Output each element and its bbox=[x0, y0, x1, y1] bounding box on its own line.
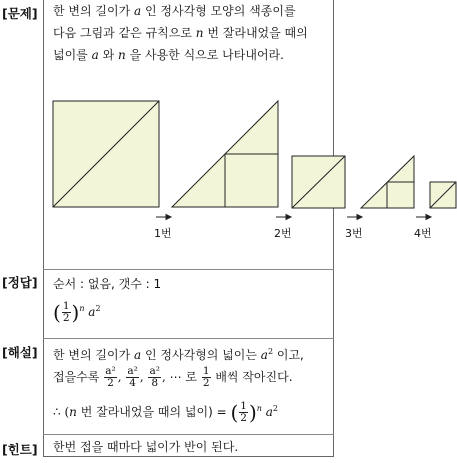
step-label-1: 1번 bbox=[154, 227, 172, 240]
answer-label: [정답] bbox=[2, 275, 38, 290]
hint-label: [힌트] bbox=[2, 442, 38, 457]
arrow-2-icon bbox=[286, 215, 291, 220]
divider-explanation bbox=[43, 338, 334, 339]
explanation-line-3: ∴ (n 번 잘라내었을 때의 넓이) = ( $\frac{1}{2}$ )$^n$ $a^2$ bbox=[53, 400, 278, 425]
answer-formula: ( $\frac{1}{2}$ )$^n$ $a^2$ bbox=[53, 300, 101, 325]
explanation-label: [해설] bbox=[2, 345, 38, 360]
problem-line-3: 넓이를 a 와 n 을 사용한 식으로 나타내어라. bbox=[53, 48, 284, 62]
answer-line-1: 순서 : 없음, 갯수 : 1 bbox=[53, 277, 162, 291]
problem-label: [문제] bbox=[2, 6, 38, 21]
arrow-3-icon bbox=[357, 215, 362, 220]
step-label-2: 2번 bbox=[274, 227, 292, 240]
problem-line-2: 다음 그림과 같은 규칙으로 n 번 잘라내었을 때의 bbox=[53, 26, 308, 40]
arrow-4-icon bbox=[426, 215, 431, 220]
explanation-line-2: 접을수록 $\frac{\text{a²}}{2}$ , $\frac{\text{a²}}{4}$ , $\frac{\text{a²}}{8}$ , ⋯ 로 $\frac{1}{2}$ 배씩 작아진다. bbox=[53, 365, 293, 389]
problem-line-1: 한 변의 길이가 a 인 정사각형 모양의 색종이를 bbox=[53, 4, 296, 18]
hint-text: 한번 접을 때마다 넓이가 반이 된다. bbox=[53, 440, 239, 454]
step-label-4: 4번 bbox=[414, 227, 432, 240]
explanation-line-1: 한 변의 길이가 a 인 정사각형의 넓이는 $a^2$ 이고, bbox=[53, 347, 304, 362]
divider-hint bbox=[43, 434, 334, 435]
divider-answer bbox=[43, 269, 334, 270]
arrow-1-icon bbox=[166, 215, 171, 220]
step-label-3: 3번 bbox=[345, 227, 363, 240]
